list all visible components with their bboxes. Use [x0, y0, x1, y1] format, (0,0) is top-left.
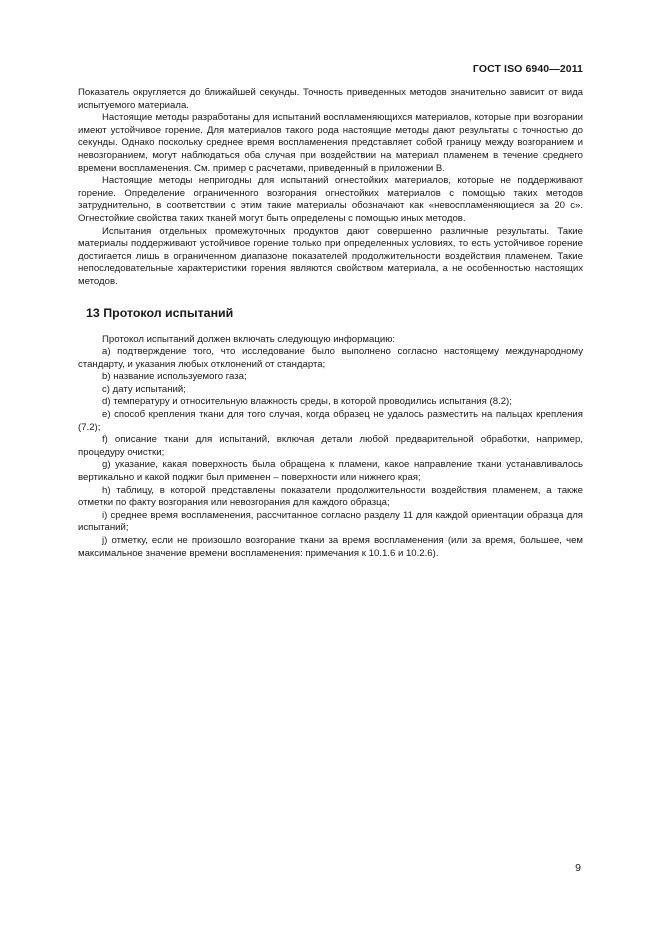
list-item-f: f) описание ткани для испытаний, включая детали любой предварительной обработки, например, процедуру очистки;: [78, 434, 583, 458]
paragraph-methods-purpose: Настоящие методы разработаны для испытаний воспламеняющихся материалов, которые при возгорании имеют устойчивое горение. Для материалов такого рода настоящие методы дают результаты с точностью до секунды. Однако поскольку среднее время воспламенения представляет собой границу между возгоранием и невозгоранием, могут наблюдаться оба случая при воздействии на материал пламенем в течение среднего времени воспламенения. См. пример с расчетами, приведенный в приложении В.: [78, 112, 583, 174]
section-heading: 13 Протокол испытаний: [86, 305, 234, 320]
paragraph-intermediate-products-text: Испытания отдельных промежуточных продуктов дают совершенно различные результаты. Такие материалы поддерживают устойчивое горение только при определенных условиях, то есть устойчивое горение достигается лишь в ограниченном диапазоне показателей продолжительности воздействия пламенем. Такие непоследовательные характеристики горения являются свойством материала, а не особенностью настоящих методов.: [78, 225, 583, 287]
list-item-c: c) дату испытаний;: [102, 383, 186, 395]
list-item-j: j) отметку, если не произошло возгорание ткани за время воспламенения (или за время, большее, чем максимальное значение времени воспламенения: примечания к 10.1.6 и 10.2.6).: [78, 535, 583, 559]
paragraph-rounding: Показатель округляется до ближайшей секунды. Точность приведенных методов значительно зависит от вида испытуемого материала.: [78, 87, 583, 111]
document-header-standard: ГОСТ ISO 6940—2011: [472, 63, 583, 75]
page-number: 9: [575, 862, 581, 874]
list-item-b: b) название используемого газа;: [102, 371, 247, 383]
paragraph-fire-resistant: Настоящие методы непригодны для испытаний огнестойких материалов, которые не поддерживают горение. Определение ограниченного возгорания огнестойких материалов с помощью таких методов затруднительно, в соответствии с этим такие материалы обозначают как «невоспламеняющиеся за 20 с». Огнестойкие свойства таких тканей могут быть определены с помощью иных методов.: [78, 175, 583, 224]
list-item-d: d) температуру и относительную влажность среды, в которой проводились испытания (8.2);: [102, 396, 512, 408]
section-lead: Протокол испытаний должен включать следующую информацию:: [102, 333, 396, 345]
list-item-i: i) среднее время воспламенения, рассчитанное согласно разделу 11 для каждой ориентации образца для испытаний;: [78, 509, 583, 534]
list-item-h: h) таблицу, в которой представлены показатели продолжительности воздействия пламенем, а также отметки по факту возгорания или невозгорания для каждого образца;: [78, 484, 583, 509]
page-content: [78, 87, 583, 560]
list-item-e: e) способ крепления ткани для того случая, когда образец не удалось разместить на пальцах крепления (7.2);: [78, 409, 583, 433]
list-item-a: a) подтверждение того, что исследование было выполнено согласно настоящему международному стандарту, и указания любых отклонений от стандарта;: [78, 346, 583, 370]
paragraph-intermediate-products: [78, 226, 583, 289]
list-item-g: g) указание, какая поверхность была обращена к пламени, какое направление ткани устанавливалось вертикально и какой поджиг был применен – поверхности или нижнего края;: [78, 459, 583, 484]
